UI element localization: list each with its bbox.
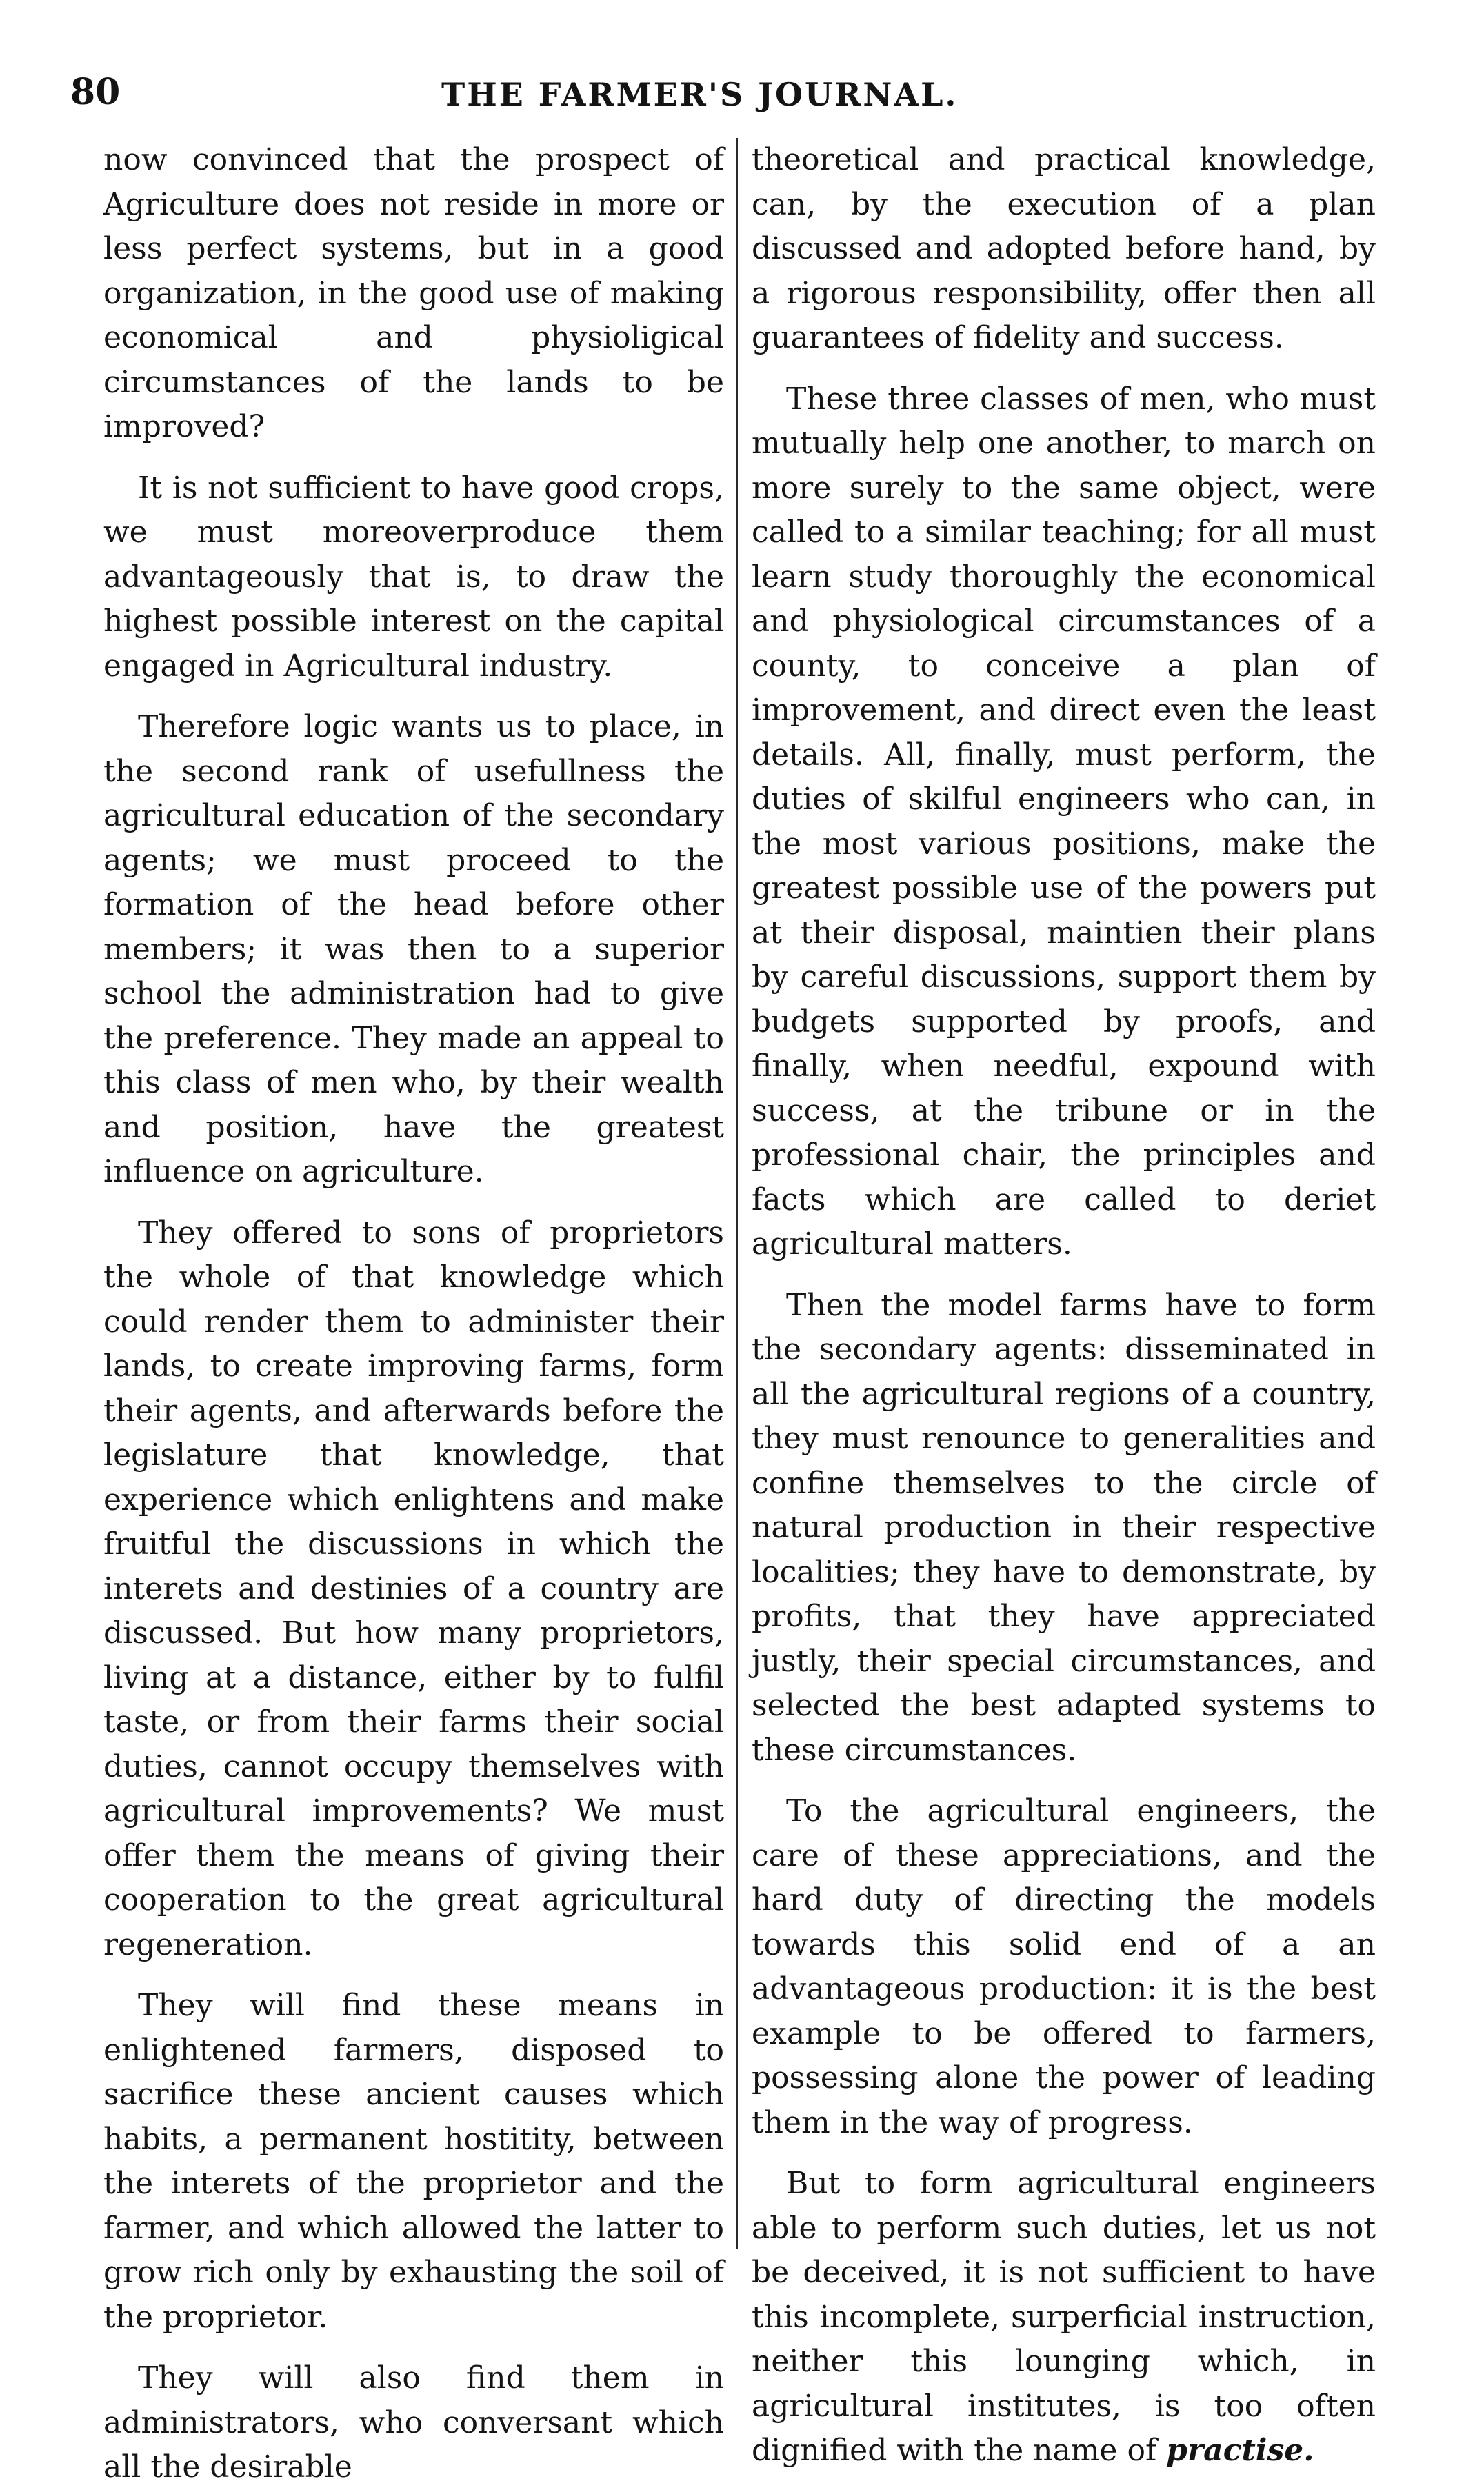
- paragraph: theoretical and practical knowledge, can, by the execution of a plan discussed and adopted before hand, by a rigorous responsibility, offer then all guarantees of fidelity and success.: [752, 142, 1376, 355]
- paragraph: These three classes of men, who must mutually help one another, to march on more surely to the same object, were called to a similar teaching; for all must learn study thoroughly the economical and physiological circumstances of a county, to conceive a plan of improvement, and direct even the least details. All, finally, must perform, the duties of skilful engineers who can, in the most various positions, make the greatest possible use of the powers put at their disposal, maintien their plans by careful discussions, support them by budgets supported by proofs, and finally, when needful, expound with success, at the tribune or in the professional chair, the principles and facts which are called to deriet agricultural matters.: [752, 381, 1376, 1262]
- paragraph: They offered to sons of proprietors the whole of that knowledge which could render them to administer their lands, to create improving farms, form their agents, and afterwards before the legislature that knowledge, that experience which enlightens and make fruitful the discussions in which the interets and destinies of a country are discussed. But how many proprietors, living at a distance, either by to fulfil taste, or from their farms their social duties, cannot occupy themselves with agricultural improvements? We must offer them the means of giving their cooperation to the great agricultural regeneration.: [103, 1215, 724, 1962]
- page-number: 80: [70, 71, 121, 113]
- paragraph: Therefore logic wants us to place, in the second rank of usefullness the agricultural education of the secondary agents; we must proceed to the formation of the head before other members; it was then to a superior school the administration had to give the preference. They made an appeal to this class of men who, by their wealth and position, have the greatest influence on agriculture.: [103, 709, 724, 1189]
- paragraph: It is not sufficient to have good crops, we must moreoverproduce them advantageously that is, to draw the highest possible interest on the capital engaged in Agricultural industry.: [103, 470, 724, 684]
- left-column: [103, 138, 724, 2484]
- emphasized-word: practise.: [1166, 2433, 1314, 2468]
- paragraph: They will find these means in enlightened farmers, disposed to sacrifice these ancient causes which habits, a permanent hostitity, between the interets of the proprietor and the farmer, and which allowed the latter to grow rich only by exhausting the soil of the proprietor.: [103, 1988, 724, 2335]
- paragraph: They will also find them in administrators, who conversant which all the desirable: [103, 2360, 724, 2484]
- right-column: [752, 138, 1376, 2468]
- paragraph: Then the model farms have to form the secondary agents: disseminated in all the agricultural regions of a country, they must renounce to generalities and confine themselves to the circle of natural production in their respective localities; they have to demonstrate, by profits, that they have appreciated justly, their special circumstances, and selected the best adapted systems to these circumstances.: [752, 1287, 1376, 1768]
- paragraph: now convinced that the prospect of Agriculture does not reside in more or less perfect systems, but in a good organization, in the good use of making economical and physioligical circumstances of the lands to be improved?: [103, 142, 724, 444]
- paragraph-final: [752, 2162, 1376, 2473]
- paragraph: To the agricultural engineers, the care of these appreciations, and the hard duty of directing the models towards this solid end of a an advantageous production: it is the best example to be offered to farmers, possessing alone the power of leading them in the way of progress.: [752, 1793, 1376, 2140]
- running-head-title: THE FARMER'S JOURNAL.: [441, 76, 959, 113]
- paragraph-final-text: But to form agricultural engineers able to perform such duties, let us not be deceived, it is not sufficient to have this incomplete, surperficial instruction, neither this lounging which, in agricultural institutes, is too often dignified with the name of: [752, 2166, 1376, 2468]
- column-divider: [736, 138, 738, 2249]
